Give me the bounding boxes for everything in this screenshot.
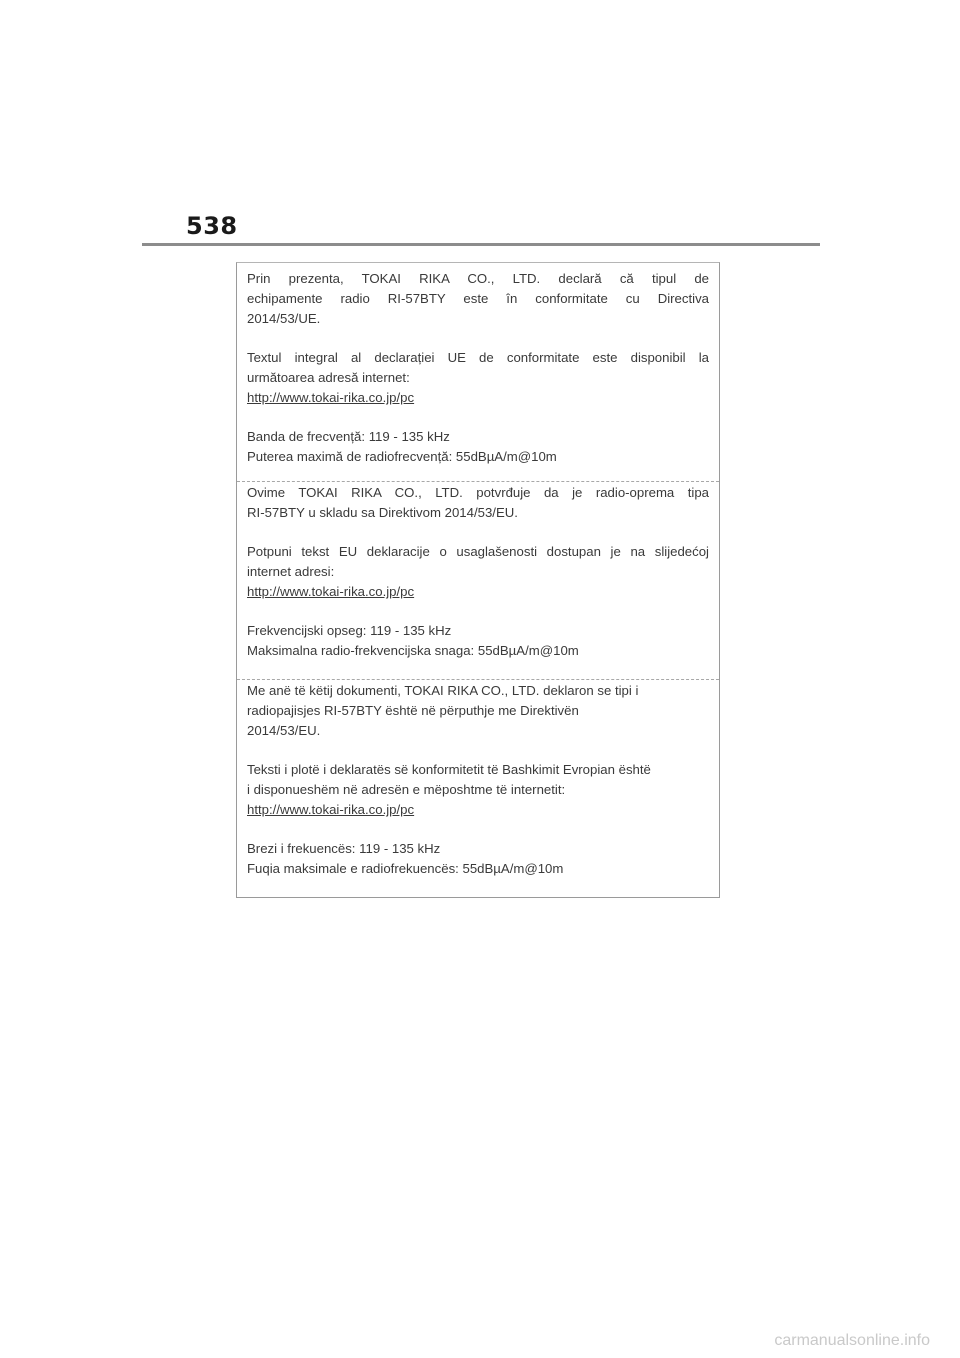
text-line: Teksti i plotë i deklaratës së konformitetit të Bashkimit Evropian është <box>247 762 651 777</box>
text-line: internet adresi: <box>247 564 335 579</box>
text-line: i disponueshëm në adresën e mëposhtme të internetit: <box>247 782 566 797</box>
spec-line: Maksimalna radio-frekvencijska snaga: 55dBµA/m@10m <box>247 643 579 658</box>
intro-line: Me anë të këtij dokumenti, TOKAI RIKA CO., LTD. deklaron se tipi i <box>247 683 639 698</box>
intro-line: Prin prezenta, TOKAI RIKA CO., LTD. declară că tipul de <box>247 271 709 286</box>
declaration-box <box>236 262 720 898</box>
text-line: următoarea adresă internet: <box>247 370 410 385</box>
spec-line: Frekvencijski opseg: 119 - 135 kHz <box>247 623 452 638</box>
section-romanian <box>247 269 709 467</box>
header-rule <box>142 243 820 246</box>
intro-line: Ovime TOKAI RIKA CO., LTD. potvrđuje da je radio-oprema tipa <box>247 485 709 500</box>
intro-line: 2014/53/UE. <box>247 311 321 326</box>
text-line: Potpuni tekst EU deklaracije o usaglašenosti dostupan je na slijedećoj <box>247 544 709 559</box>
footer-watermark: carmanualsonline.info <box>774 1332 930 1349</box>
section-albanian <box>247 681 709 879</box>
page-number: 538 <box>186 212 238 240</box>
declaration-url-link[interactable]: http://www.tokai-rika.co.jp/pc <box>247 802 415 817</box>
section-divider <box>237 679 719 680</box>
intro-line: radiopajisjes RI-57BTY është në përputhje me Direktivën <box>247 703 579 718</box>
declaration-url-link[interactable]: http://www.tokai-rika.co.jp/pc <box>247 390 415 405</box>
text-line: Textul integral al declarației UE de conformitate este disponibil la <box>247 350 709 365</box>
section-divider <box>237 481 719 482</box>
declaration-url-link[interactable]: http://www.tokai-rika.co.jp/pc <box>247 584 415 599</box>
spec-line: Puterea maximă de radiofrecvență: 55dBµA/m@10m <box>247 449 557 464</box>
spec-line: Fuqia maksimale e radiofrekuencës: 55dBµA/m@10m <box>247 861 564 876</box>
spec-line: Brezi i frekuencës: 119 - 135 kHz <box>247 841 441 856</box>
intro-line: RI-57BTY u skladu sa Direktivom 2014/53/EU. <box>247 505 518 520</box>
intro-line: echipamente radio RI-57BTY este în conformitate cu Directiva <box>247 291 709 306</box>
spec-line: Banda de frecvență: 119 - 135 kHz <box>247 429 450 444</box>
section-bosnian <box>247 483 709 661</box>
intro-line: 2014/53/EU. <box>247 723 321 738</box>
